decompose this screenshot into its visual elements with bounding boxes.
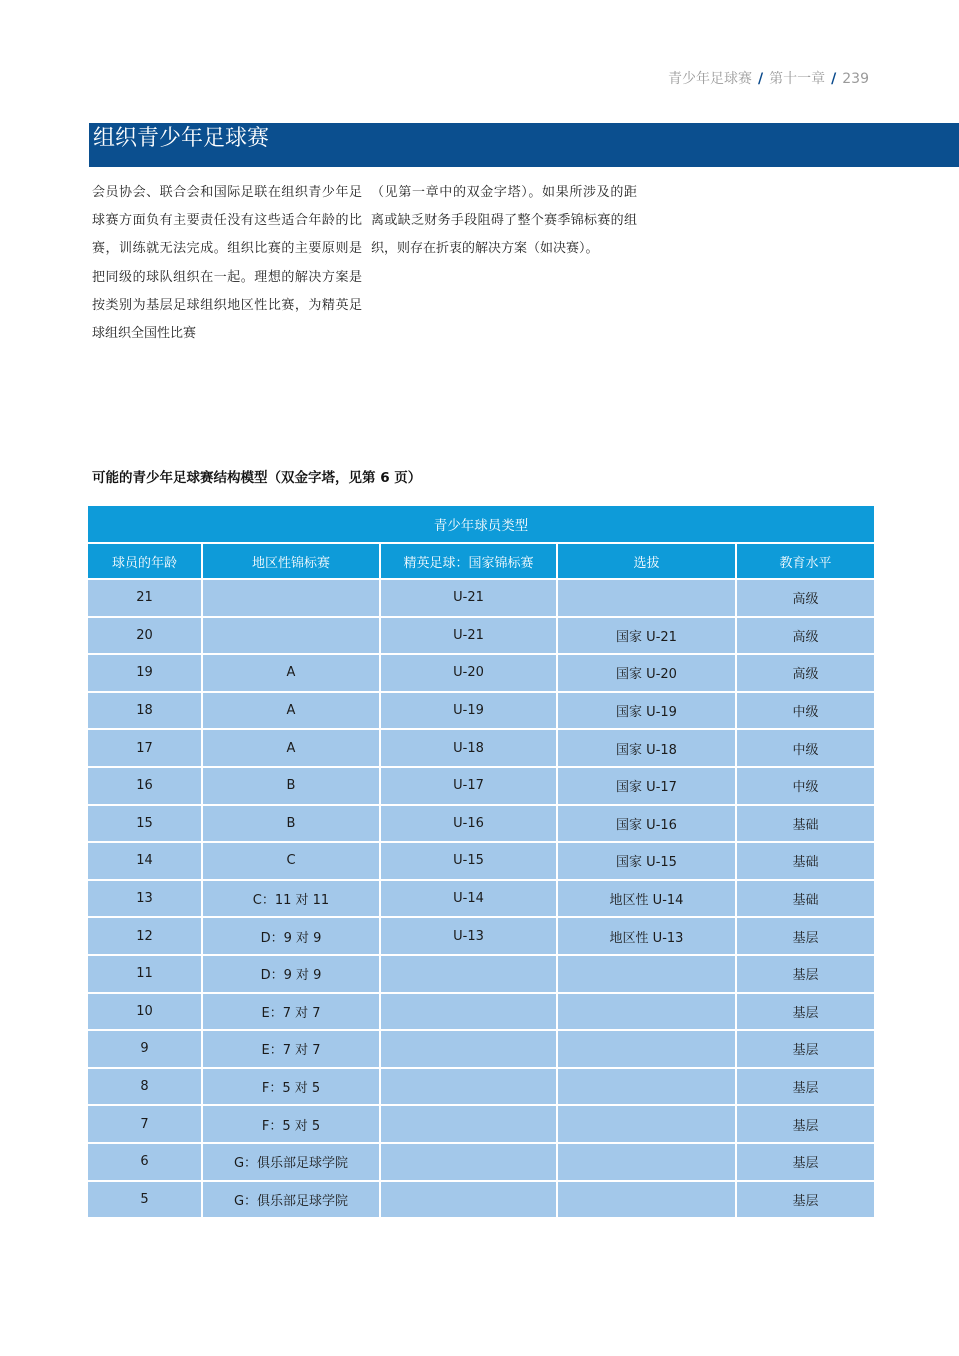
table-cell: 基层: [736, 993, 875, 1031]
table-row: [87, 955, 875, 993]
table-cell: 国家 U-15: [557, 842, 736, 880]
table-column-header: 地区性锦标赛: [202, 543, 380, 579]
table-cell: [557, 579, 736, 617]
table-cell: 基层: [736, 1143, 875, 1181]
table-cell: C: [202, 842, 380, 880]
table-body: [87, 579, 875, 1218]
running-header-section: 青少年足球赛: [668, 71, 753, 87]
table-row: [87, 1143, 875, 1181]
table-cell: U-17: [380, 767, 557, 805]
table-cell: U-21: [380, 617, 557, 655]
section-title-bar: [89, 123, 959, 167]
table-cell: A: [202, 729, 380, 767]
table-cell: E：7 对 7: [202, 1030, 380, 1068]
table-row: [87, 1068, 875, 1106]
table-column-header: 选拔: [557, 543, 736, 579]
table-cell: 高级: [736, 654, 875, 692]
table-cell: 地区性 U-13: [557, 917, 736, 955]
table-cell: 17: [87, 729, 202, 767]
youth-competition-table: [86, 504, 876, 1219]
table-cell: D：9 对 9: [202, 917, 380, 955]
table-cell: 基层: [736, 1030, 875, 1068]
table-cell: 国家 U-16: [557, 805, 736, 843]
table-cell: 基层: [736, 917, 875, 955]
table-cell: [380, 955, 557, 993]
table-cell: G：俱乐部足球学院: [202, 1181, 380, 1219]
table-cell: [202, 579, 380, 617]
body-column-2: （见第一章中的双金字塔）。如果所涉及的距离或缺乏财务手段阻碍了整个赛季锦标赛的组织，则存在折衷的解决方案（如决赛）。: [371, 185, 637, 257]
table-cell: E：7 对 7: [202, 993, 380, 1031]
table-row: [87, 654, 875, 692]
table-row: [87, 692, 875, 730]
table-cell: [380, 1105, 557, 1143]
table-cell: 11: [87, 955, 202, 993]
table-column-header: 球员的年龄: [87, 543, 202, 579]
table-cell: 20: [87, 617, 202, 655]
table-cell: 国家 U-17: [557, 767, 736, 805]
running-header: [668, 68, 869, 88]
table-row: [87, 579, 875, 617]
table-cell: F：5 对 5: [202, 1068, 380, 1106]
table-cell: U-21: [380, 579, 557, 617]
table-cell: [557, 993, 736, 1031]
table-cell: 高级: [736, 579, 875, 617]
table-cell: U-13: [380, 917, 557, 955]
table-cell: D：9 对 9: [202, 955, 380, 993]
table-cell: B: [202, 767, 380, 805]
table-cell: 基础: [736, 842, 875, 880]
table-row: [87, 1105, 875, 1143]
table-cell: A: [202, 692, 380, 730]
table-row: [87, 993, 875, 1031]
table-row: [87, 917, 875, 955]
table-cell: 6: [87, 1143, 202, 1181]
table-cell: 15: [87, 805, 202, 843]
table-cell: U-20: [380, 654, 557, 692]
table-row: [87, 842, 875, 880]
table-cell: 基础: [736, 805, 875, 843]
table-cell: B: [202, 805, 380, 843]
table-cell: 8: [87, 1068, 202, 1106]
table-cell: U-15: [380, 842, 557, 880]
table-cell: 基层: [736, 1105, 875, 1143]
table-cell: [380, 1181, 557, 1219]
table-cell: U-14: [380, 880, 557, 918]
table-cell: [557, 1068, 736, 1106]
table-cell: 国家 U-21: [557, 617, 736, 655]
table-cell: [557, 1143, 736, 1181]
table-cell: 国家 U-18: [557, 729, 736, 767]
table-cell: 10: [87, 993, 202, 1031]
table-cell: 9: [87, 1030, 202, 1068]
section-title: 组织青少年足球赛: [93, 126, 270, 151]
table-cell: [202, 617, 380, 655]
table-cell: G：俱乐部足球学院: [202, 1143, 380, 1181]
table-row: [87, 805, 875, 843]
table-cell: 高级: [736, 617, 875, 655]
table-cell: U-18: [380, 729, 557, 767]
running-header-chapter: 第十一章: [769, 71, 826, 87]
table-cell: F：5 对 5: [202, 1105, 380, 1143]
table-cell: U-16: [380, 805, 557, 843]
table-cell: [557, 1030, 736, 1068]
table-cell: 18: [87, 692, 202, 730]
table-cell: U-19: [380, 692, 557, 730]
table-row: [87, 767, 875, 805]
table-row: [87, 729, 875, 767]
table-cell: 基层: [736, 955, 875, 993]
table-cell: 12: [87, 917, 202, 955]
table-cell: 基础: [736, 880, 875, 918]
table-column-header: 精英足球：国家锦标赛: [380, 543, 557, 579]
table-cell: 21: [87, 579, 202, 617]
table-cell: 16: [87, 767, 202, 805]
table-cell: 国家 U-20: [557, 654, 736, 692]
table-cell: 中级: [736, 767, 875, 805]
table-cell: [557, 955, 736, 993]
table-cell: 中级: [736, 729, 875, 767]
page-number: 239: [842, 71, 869, 87]
table-cell: 地区性 U-14: [557, 880, 736, 918]
table-cell: [380, 1030, 557, 1068]
table-cell: [380, 1068, 557, 1106]
table-row: [87, 617, 875, 655]
table-row: [87, 1181, 875, 1219]
table-cell: 基层: [736, 1068, 875, 1106]
table-cell: 19: [87, 654, 202, 692]
header-separator: /: [831, 71, 837, 87]
table-group-header: 青少年球员类型: [87, 505, 875, 543]
table-cell: [380, 993, 557, 1031]
table-cell: 中级: [736, 692, 875, 730]
table-cell: 14: [87, 842, 202, 880]
table-cell: A: [202, 654, 380, 692]
table-cell: [380, 1143, 557, 1181]
table-column-header: 教育水平: [736, 543, 875, 579]
table-column-header-row: [87, 543, 875, 579]
table-row: [87, 1030, 875, 1068]
table-cell: 7: [87, 1105, 202, 1143]
table-cell: [557, 1105, 736, 1143]
table-caption: 可能的青少年足球赛结构模型（双金字塔，见第 6 页）: [92, 470, 422, 486]
table-cell: 国家 U-19: [557, 692, 736, 730]
table-cell: 基层: [736, 1181, 875, 1219]
header-separator: /: [758, 71, 764, 87]
table-row: [87, 880, 875, 918]
table-cell: 13: [87, 880, 202, 918]
table-cell: 5: [87, 1181, 202, 1219]
body-column-1: 会员协会、联合会和国际足联在组织青少年足球赛方面负有主要责任没有这些适合年龄的比赛，训练就无法完成。组织比赛的主要原则是把同级的球队组织在一起。理想的解决方案是按类别为基层足球组织地区性比赛，为精英足球组织全国性比赛: [92, 185, 362, 342]
table-cell: [557, 1181, 736, 1219]
table-cell: C：11 对 11: [202, 880, 380, 918]
